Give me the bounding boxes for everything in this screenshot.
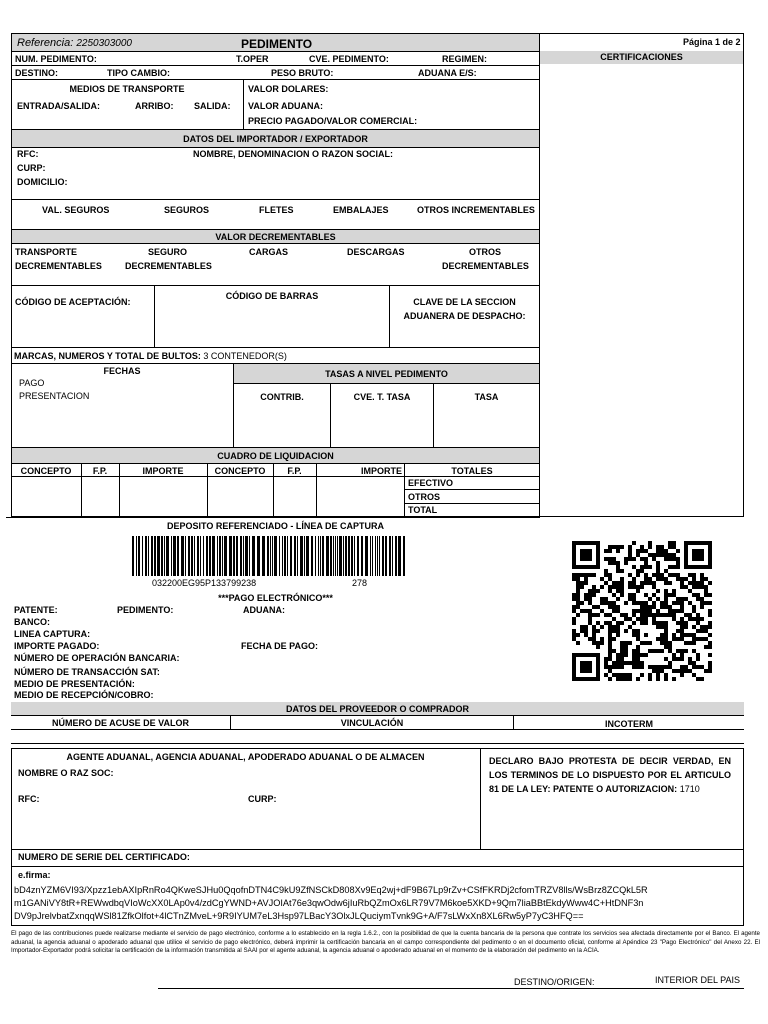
transporte-decrementables-2: DECREMENTABLES	[15, 261, 102, 271]
page-title: PEDIMENTO	[241, 37, 313, 51]
marcas	[14, 351, 287, 361]
seguro-decrementables-2: DECREMENTABLES	[125, 261, 212, 271]
liq-importe-2: IMPORTE	[360, 466, 402, 476]
barcode-suffix: 278	[352, 578, 368, 588]
fecha-de-pago-label: FECHA DE PAGO:	[241, 641, 319, 651]
pago-electronico: ***PAGO ELECTRÓNICO***	[218, 593, 333, 603]
entrada-salida-label: ENTRADA/SALIDA:	[17, 101, 100, 111]
seguros-label: SEGUROS	[164, 205, 210, 215]
liquidacion-title: CUADRO DE LIQUIDACION	[217, 451, 334, 461]
num-operacion-label: NÚMERO DE OPERACIÓN BANCARIA:	[14, 653, 180, 663]
num-pedimento-label: NUM. PEDIMENTO:	[15, 54, 97, 64]
autorizacion-value: 1710	[679, 784, 700, 794]
proveedor-title: DATOS DEL PROVEEDOR O COMPRADOR	[285, 704, 470, 714]
efirma-value	[14, 884, 648, 923]
arribo-label: ARRIBO:	[135, 101, 174, 111]
liq-importe-1: IMPORTE	[142, 466, 184, 476]
valor-dolares-label: VALOR DOLARES:	[248, 84, 329, 94]
barcode-number: 032200EG95P133799238	[152, 578, 257, 588]
otros-decrementables-2: DECREMENTABLES	[442, 261, 529, 271]
liq-totales: TOTALES	[451, 466, 493, 476]
efirma-line-2: m1GANiVY8tR+REWwdbqVIoWcXX0LAp0v4/zdCgYWND+AVJOIAt76e3qwOdw6jIuRbQZmOx6LR79V7M6koe5XKD+9Qm7liaBBtEkdyWww4C+HtDNF3n	[14, 898, 644, 908]
referencia-label: Referencia:	[17, 37, 74, 49]
agente-curp-label: CURP:	[248, 794, 277, 804]
page-number: Página 1 de 2	[683, 37, 741, 47]
declaro-block	[489, 754, 731, 796]
linea-captura-barcode	[132, 536, 410, 576]
importador-domicilio-label: DOMICILIO:	[17, 177, 68, 187]
cve-t-tasa-label: CVE. T. TASA	[353, 392, 411, 402]
efirma-line-1: bD4znYZM6VI93/Xpzz1ebAXIpRnRo4QKweSJHu0QqofnDTN4C9kU9ZfNSCkD808Xv9Eq2wj+dF9B67Lp9rZv+CSfFKRDj2cfomTRZV8lls/WsBrz8ZCQkL5R	[14, 885, 648, 895]
importe-pagado-label: IMPORTE PAGADO:	[14, 641, 100, 651]
otros-decrementables-1: OTROS	[469, 247, 502, 257]
agente-title: AGENTE ADUANAL, AGENCIA ADUANAL, APODERADO ADUANAL O DE ALMACEN	[66, 752, 425, 762]
tipo-cambio-label: TIPO CAMBIO:	[107, 68, 170, 78]
efirma-label: e.firma:	[18, 870, 51, 880]
precio-pagado-label: PRECIO PAGADO/VALOR COMERCIAL:	[248, 116, 418, 126]
liq-fp-2: F.P.	[287, 466, 302, 476]
referencia-value: 2250303000	[76, 38, 132, 49]
regimen-label: REGIMEN:	[442, 54, 487, 64]
importador-title: DATOS DEL IMPORTADOR / EXPORTADOR	[183, 134, 368, 144]
importador-rfc-label: RFC:	[17, 149, 39, 159]
valor-aduana-label: VALOR ADUANA:	[248, 101, 323, 111]
linea-captura-label: LINEA CAPTURA:	[14, 629, 91, 639]
legal-footer: El pago de las contribuciones puede realizarse mediante el servicio de pago electrónico, conforme a lo establecido en la regla 1.6.2., con la posibilidad de que la cuenta bancaria de la persona que contrate los servicios sea afectada directamente por el Banco. El agente aduanal, la agencia aduanal o apoderado aduanal que utilice el servicio de pago electrónico, deberá imprimir la certificación bancaria en el campo correspondiente del pedimento o en el documento oficial, conforme al Apéndice 23 "Pago Electrónico" del Anexo 22. El Importador-Exportador podrá solicitar la certificación de la información transmitida al SAAI por el agente aduanal, la agencia aduanal o apoderado aduanal en el momento de la elaboración del pedimento en la ACIA.	[11, 930, 760, 955]
liq-total: TOTAL	[408, 505, 438, 515]
importador-curp-label: CURP:	[17, 163, 46, 173]
incoterm-label: INCOTERM	[605, 719, 653, 729]
importador-nombre-label: NOMBRE, DENOMINACION O RAZON SOCIAL:	[193, 149, 393, 159]
clave-seccion-1: CLAVE DE LA SECCION	[413, 297, 516, 307]
agente-nombre-label: NOMBRE O RAZ SOC:	[18, 768, 114, 778]
contrib-label: CONTRIB.	[260, 392, 304, 402]
fechas-title: FECHAS	[103, 366, 141, 376]
banco-label: BANCO:	[14, 617, 50, 627]
tasa-label: TASA	[474, 392, 499, 402]
qr-code	[572, 541, 712, 681]
vinculacion-label: VINCULACIÓN	[340, 718, 404, 728]
destino-origen-value: INTERIOR DEL PAIS	[655, 975, 741, 985]
marcas-label: MARCAS, NUMEROS Y TOTAL DE BULTOS:	[14, 351, 201, 361]
descargas-label: DESCARGAS	[347, 247, 405, 257]
referencia	[17, 37, 132, 49]
clave-seccion-2: ADUANERA DE DESPACHO:	[403, 311, 526, 321]
codigo-barras-label: CÓDIGO DE BARRAS	[225, 291, 319, 301]
liq-concepto-2: CONCEPTO	[214, 466, 266, 476]
tasas-title: TASAS A NIVEL PEDIMENTO	[325, 369, 448, 379]
otros-incrementables-label: OTROS INCREMENTABLES	[417, 205, 535, 215]
aduana-es-label: ADUANA E/S:	[418, 68, 477, 78]
cargas-label: CARGAS	[249, 247, 289, 257]
liq-otros: OTROS	[408, 492, 441, 502]
medios-transporte-title: MEDIOS DE TRANSPORTE	[69, 84, 185, 94]
agente-rfc-label: RFC:	[18, 794, 40, 804]
seguro-decrementables-1: SEGURO	[148, 247, 188, 257]
fecha-presentacion-label: PRESENTACION	[19, 391, 90, 401]
efirma-line-3: DV9pJrelvbatZxnqqWSl81ZfkOlfot+4lCTnZMveL+9R9IYUM7eL3Hsp97LBacY3OlxJLQuciymTvnk9G+A/F7sLWxXn8XL6Rw5yP7yC3HFQ==	[14, 911, 584, 921]
certificaciones-frame	[539, 33, 744, 517]
fletes-label: FLETES	[259, 205, 294, 215]
fecha-pago-label: PAGO	[19, 378, 45, 388]
aduana-label: ADUANA:	[243, 605, 285, 615]
num-serie-label: NUMERO DE SERIE DEL CERTIFICADO:	[18, 852, 190, 862]
peso-bruto-label: PESO BRUTO:	[271, 68, 334, 78]
embalajes-label: EMBALAJES	[333, 205, 389, 215]
liq-fp-1: F.P.	[92, 466, 108, 476]
val-seguros-label: VAL. SEGUROS	[42, 205, 110, 215]
pedimento-label: PEDIMENTO:	[117, 605, 174, 615]
acuse-valor-label: NÚMERO DE ACUSE DE VALOR	[51, 718, 189, 728]
liq-efectivo: EFECTIVO	[408, 478, 454, 488]
marcas-value: 3 CONTENEDOR(S)	[203, 351, 287, 361]
patente-label: PATENTE:	[14, 605, 58, 615]
medio-presentacion-label: MEDIO DE PRESENTACIÓN:	[14, 679, 135, 689]
codigo-aceptacion-label: CÓDIGO DE ACEPTACIÓN:	[15, 297, 131, 307]
salida-label: SALIDA:	[194, 101, 231, 111]
medio-recepcion-label: MEDIO DE RECEPCIÓN/COBRO:	[14, 690, 154, 700]
decrementables-title: VALOR DECREMENTABLES	[215, 232, 336, 242]
liq-concepto-1: CONCEPTO	[20, 466, 72, 476]
transporte-decrementables-1: TRANSPORTE	[15, 247, 78, 257]
deposito-title: DEPOSITO REFERENCIADO - LÍNEA DE CAPTURA	[166, 521, 384, 531]
destino-origen-label: DESTINO/ORIGEN:	[514, 977, 595, 987]
cve-pedimento-label: CVE. PEDIMENTO:	[309, 54, 389, 64]
destino-label: DESTINO:	[15, 68, 59, 78]
num-transaccion-label: NÚMERO DE TRANSACCIÓN SAT:	[14, 667, 160, 677]
declaro-text: DECLARO BAJO PROTESTA DE DECIR VERDAD, EN LOS TERMINOS DE LO DISPUESTO POR EL ARTICULO 81 DE LA LEY: PATENTE O AUTORIZACION:	[489, 756, 731, 794]
t-oper-label: T.OPER	[236, 54, 269, 64]
certificaciones-title: CERTIFICACIONES	[600, 52, 683, 62]
